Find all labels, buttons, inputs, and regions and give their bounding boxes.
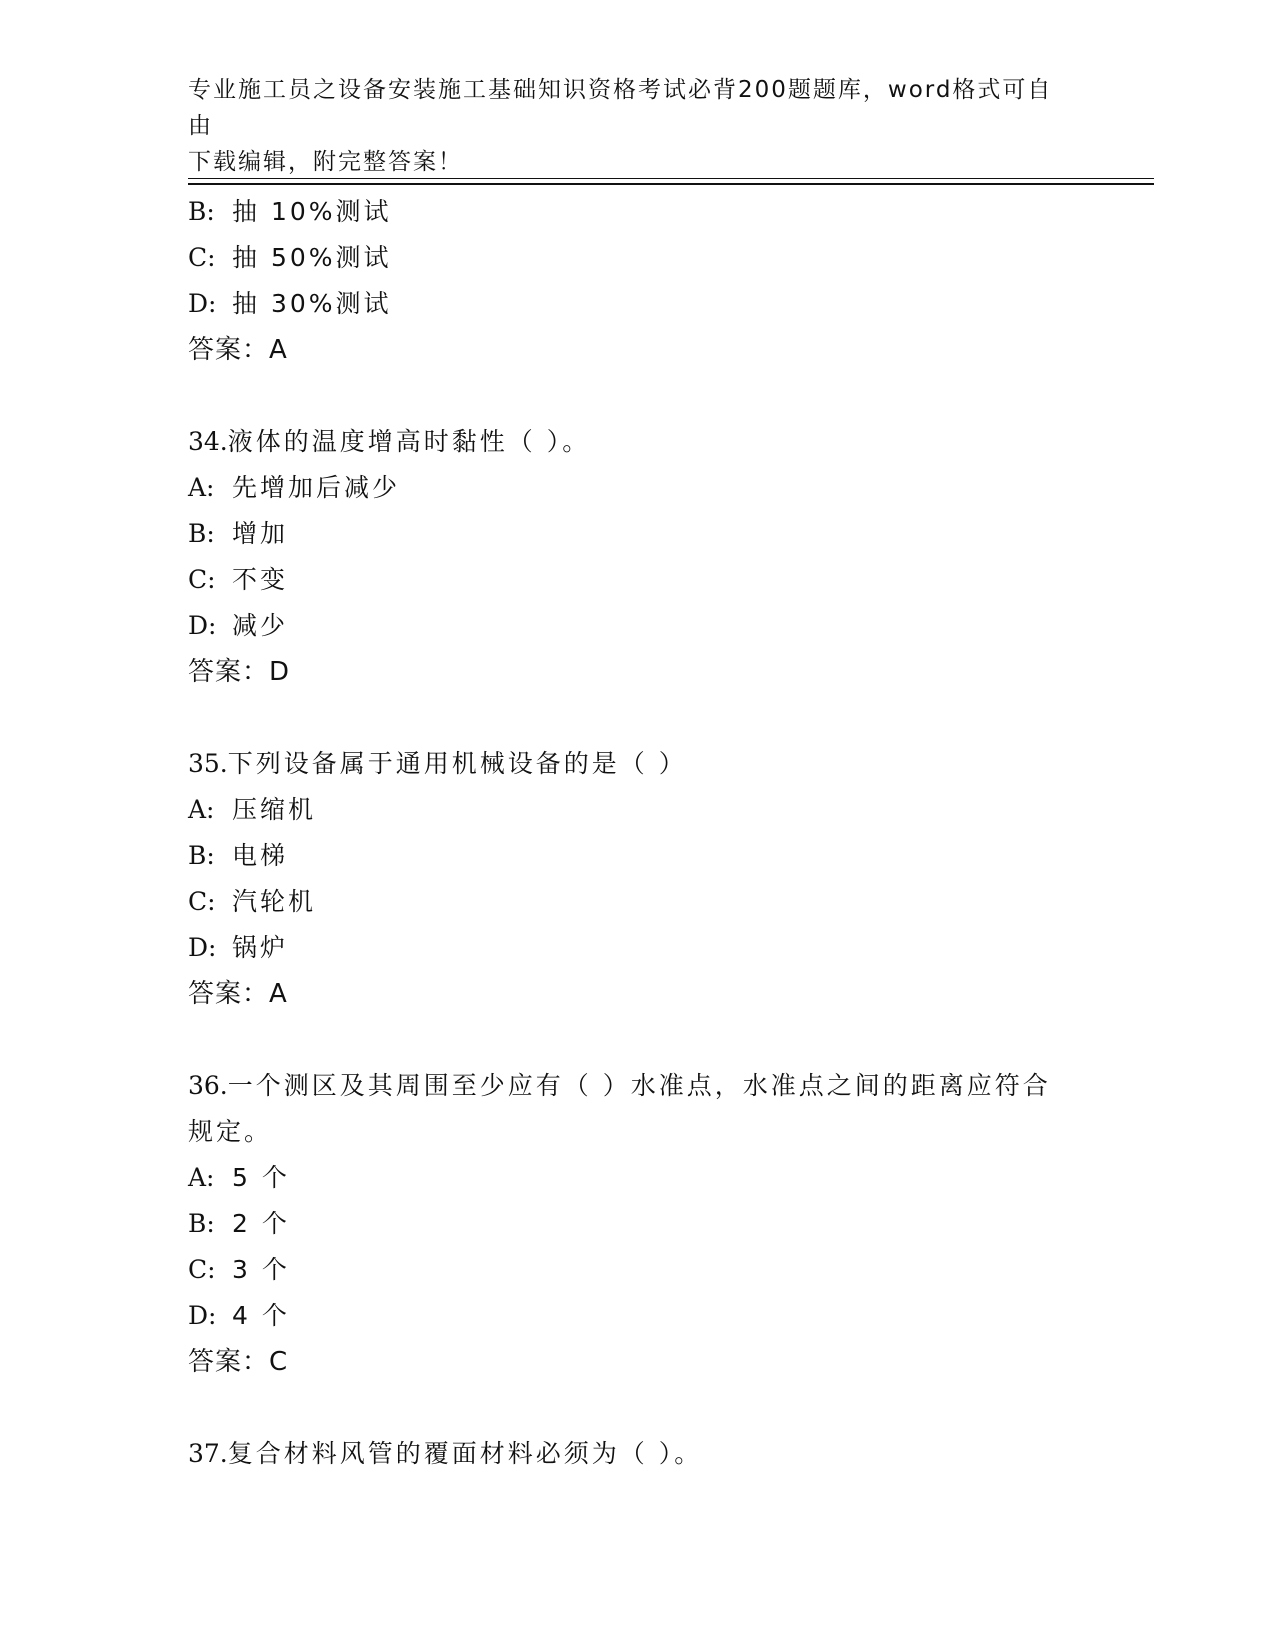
option-c: [188, 1247, 1088, 1293]
option-text: 先增加后减少: [232, 473, 401, 502]
option-label: A:: [188, 473, 215, 502]
question-text: [188, 1431, 1068, 1477]
option-a: [188, 1155, 1088, 1201]
option-c: [188, 235, 1088, 281]
option-label: D:: [188, 1301, 217, 1330]
spacer: [188, 1017, 1088, 1063]
option-text: 4 个: [232, 1301, 290, 1330]
option-d: [188, 1293, 1088, 1339]
header-divider-thin: [188, 178, 1154, 179]
question-37-block: [188, 1431, 1088, 1477]
option-b: [188, 1201, 1088, 1247]
header-divider-thick: [188, 183, 1154, 185]
header-line-2: 下载编辑，附完整答案！: [188, 149, 463, 175]
option-text: 汽轮机: [232, 887, 317, 916]
option-b: [188, 189, 1088, 235]
option-text: 压缩机: [232, 795, 317, 824]
option-b: [188, 833, 1088, 879]
spacer: [188, 695, 1088, 741]
option-d: [188, 603, 1088, 649]
answer-line: 答案：A: [188, 335, 288, 365]
question-text: [188, 419, 1068, 465]
option-label: D:: [188, 611, 217, 640]
option-b: [188, 511, 1088, 557]
question-stem: 一个测区及其周围至少应有（ ）水准点，水准点之间的距离应符合规定。: [188, 1071, 1051, 1146]
question-stem: 下列设备属于通用机械设备的是（ ）: [227, 749, 687, 778]
question-list: [188, 189, 1088, 1477]
option-label: D:: [188, 933, 217, 962]
option-label: C:: [188, 887, 216, 916]
answer-line: 答案：A: [188, 979, 288, 1009]
option-text: 锅炉: [232, 933, 289, 962]
option-label: A:: [188, 795, 215, 824]
option-text: 3 个: [232, 1255, 290, 1284]
spacer: [188, 373, 1088, 419]
option-label: D:: [188, 289, 217, 318]
header-line-1: 专业施工员之设备安装施工基础知识资格考试必背200题题库，word格式可自由: [188, 77, 1053, 139]
question-number: 37.: [188, 1439, 228, 1468]
option-d: [188, 281, 1088, 327]
option-text: 减少: [232, 611, 289, 640]
question-34-block: [188, 419, 1088, 695]
option-text: 抽 50%测试: [232, 243, 392, 272]
option-text: 电梯: [232, 841, 289, 870]
option-label: B:: [188, 841, 215, 870]
question-text: [188, 741, 1068, 787]
option-label: B:: [188, 519, 215, 548]
option-text: 2 个: [232, 1209, 290, 1238]
option-label: B:: [188, 1209, 215, 1238]
question-number: 36.: [188, 1071, 228, 1100]
question-36-block: [188, 1063, 1088, 1385]
question-text: [188, 1063, 1068, 1155]
option-text: 抽 10%测试: [232, 197, 392, 226]
question-number: 34.: [188, 427, 228, 456]
option-c: [188, 879, 1088, 925]
question-number: 35.: [188, 749, 228, 778]
option-label: C:: [188, 243, 216, 272]
question-stem: 复合材料风管的覆面材料必须为（ ）。: [227, 1439, 703, 1468]
question-33-block: [188, 189, 1088, 373]
option-a: [188, 465, 1088, 511]
option-d: [188, 925, 1088, 971]
question-35-block: [188, 741, 1088, 1017]
option-c: [188, 557, 1088, 603]
option-label: C:: [188, 1255, 216, 1284]
option-text: 5 个: [232, 1163, 290, 1192]
option-text: 增加: [232, 519, 289, 548]
option-text: 抽 30%测试: [232, 289, 392, 318]
option-text: 不变: [232, 565, 289, 594]
option-label: C:: [188, 565, 216, 594]
document-header: [188, 72, 1068, 180]
question-stem: 液体的温度增高时黏性（ ）。: [227, 427, 591, 456]
spacer: [188, 1385, 1088, 1431]
option-a: [188, 787, 1088, 833]
answer-line: 答案：C: [188, 1347, 289, 1377]
option-label: B:: [188, 197, 215, 226]
option-label: A:: [188, 1163, 215, 1192]
answer-line: 答案：D: [188, 657, 291, 687]
